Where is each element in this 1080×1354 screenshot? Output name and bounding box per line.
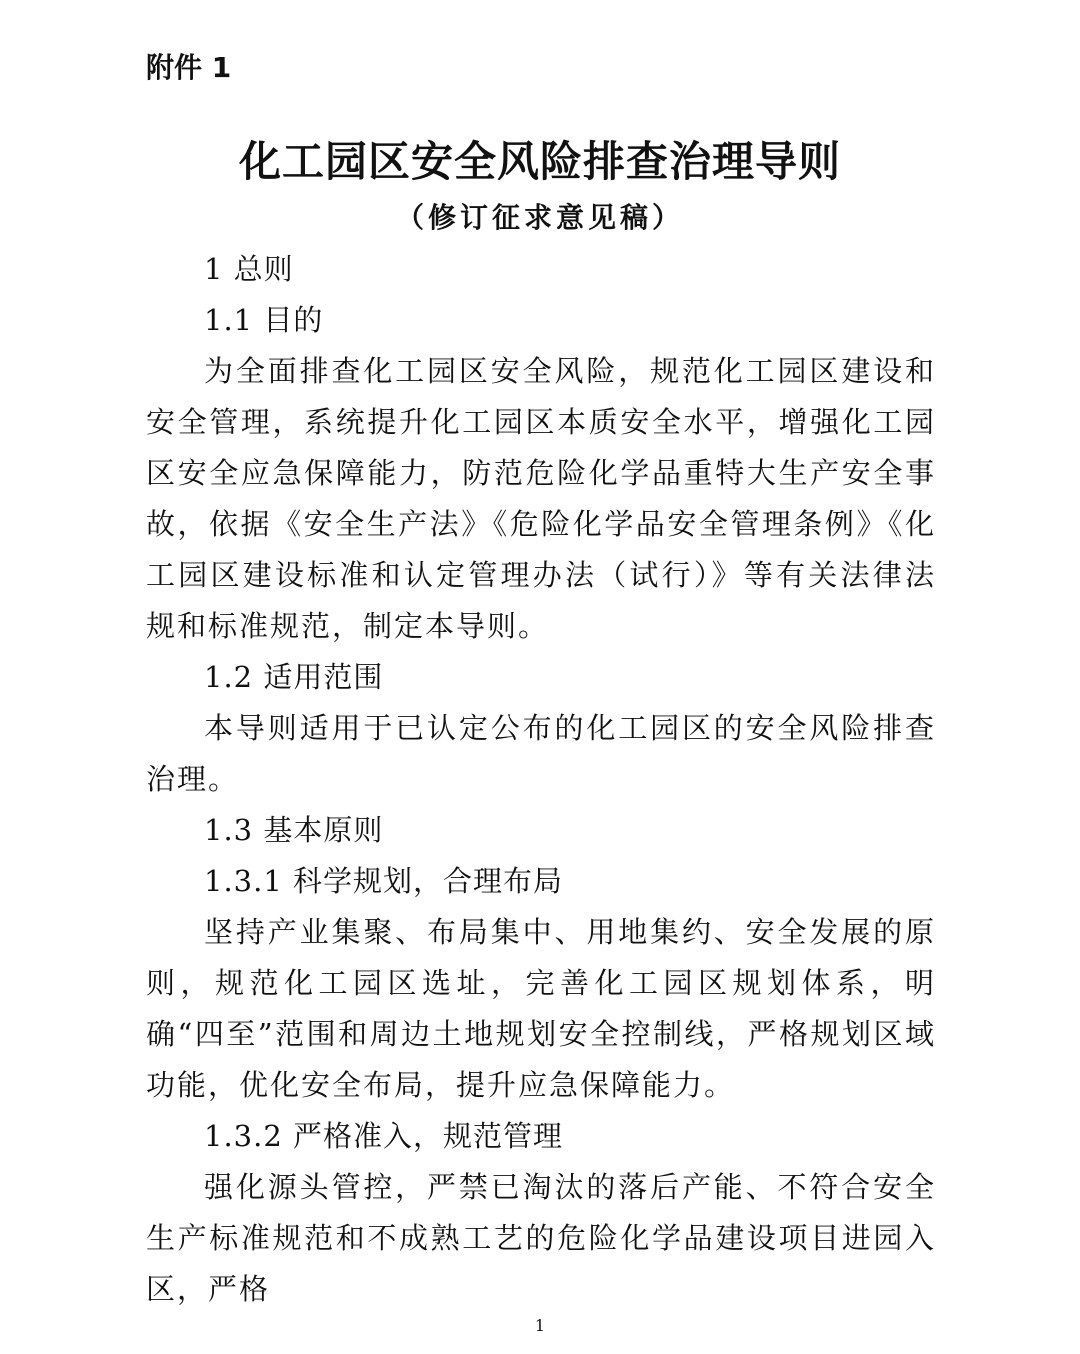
paragraph: 为全面排查化工园区安全风险，规范化工园区建设和安全管理，系统提升化工园区本质安全水平，增强化工园区安全应急保障能力，防范危险化学品重特大生产安全事故，依据《安全生产法》《危险化学品安全管理条例》《化工园区建设标准和认定管理办法（试行）》等有关法律法规和标准规范，制定本导则。: [146, 354, 936, 643]
paragraph: 坚持产业集聚、布局集中、用地集约、安全发展的原则，规范化工园区选址，完善化工园区规划体系，明确“四至”范围和周边土地规划安全控制线，严格规划区域功能，优化安全布局，提升应急保障能力。: [146, 915, 936, 1102]
attachment-label: 附件 1: [146, 51, 232, 84]
document-title: 化工园区安全风险排查治理导则: [238, 137, 841, 186]
document-subtitle: （修订征求意见稿）: [395, 201, 684, 234]
section-heading: 1.2 适用范围: [204, 660, 384, 694]
section-heading: 1.1 目的: [204, 303, 324, 337]
paragraph: 强化源头管控，严禁已淘汰的落后产能、不符合安全生产标准规范和不成熟工艺的危险化学品建设项目进园入区，严格: [146, 1170, 936, 1306]
paragraph: 本导则适用于已认定公布的化工园区的安全风险排查治理。: [146, 711, 936, 796]
section-heading: 1.3 基本原则: [204, 813, 384, 847]
section-heading: 1 总则: [204, 252, 294, 286]
section-heading: 1.3.2 严格准入，规范管理: [204, 1119, 564, 1153]
page-number: 1: [534, 1316, 546, 1335]
document-body: [146, 244, 936, 1315]
section-heading: 1.3.1 科学规划，合理布局: [204, 864, 564, 898]
